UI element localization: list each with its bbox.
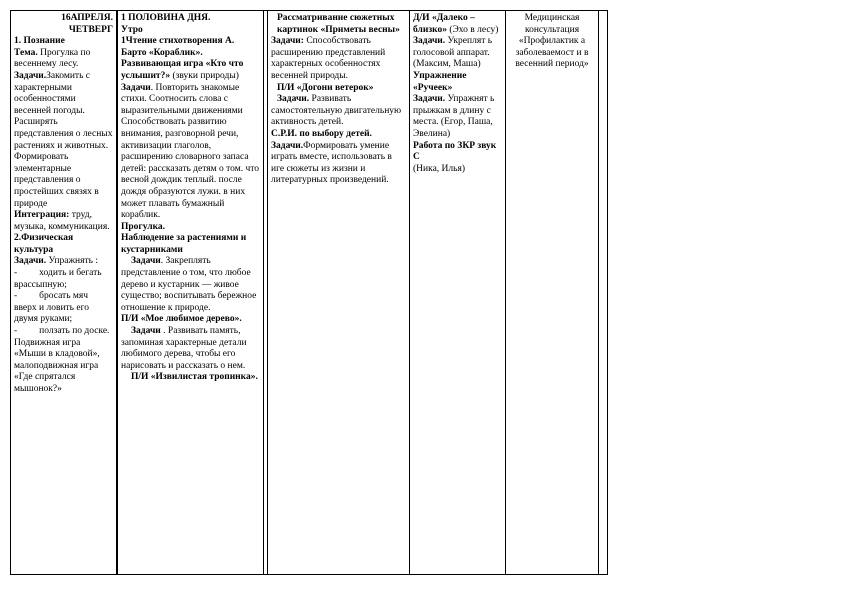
list-item (14, 268, 113, 291)
list-item-text: бросать мяч вверх и ловить его двумя руками; (14, 291, 90, 325)
tasks2-paragraph (271, 94, 406, 129)
date-line-2: ЧЕТВЕРГ (68, 24, 113, 35)
theme-label: Тема. (14, 47, 38, 58)
col-morning-activities (11, 11, 116, 574)
tasks2-label: Задачи. (413, 94, 446, 105)
medical-consultation: Медицинская консультация «Профилактик а заболеваемост и в весенний период» (515, 13, 589, 70)
list-item (14, 326, 113, 338)
tasks-label: Задачи (121, 82, 151, 93)
walk-title: Прогулка. (121, 221, 166, 232)
game-paragraph (121, 59, 260, 82)
tasks3-text: . Развивать память, запоминая характерные детали любимого дерева, чтобы его нарисовать и рассказать о нем. (121, 326, 247, 371)
tasks-label: Задачи. (14, 70, 47, 81)
game-title: Развивающая игра «Кто что услышит?» (121, 59, 244, 81)
tasks3-label: Задачи (131, 326, 161, 337)
didactic-game-paragraph (413, 13, 502, 36)
tasks2-text: Упражнят ь прыжкам в длину с места. (Егор, Паша, Эвелина) (413, 94, 495, 139)
tasks-paragraph (121, 83, 260, 118)
game-paragraph: Подвижная игра «Мыши в кладовой», малоподвижная игра «Где спрятался мышонок?» (14, 337, 100, 394)
tasks3-paragraph (121, 326, 260, 372)
col-joint-activities (268, 11, 409, 574)
integration-label: Интеграция: (14, 210, 70, 221)
tasks2-label: Задачи (131, 256, 161, 267)
tasks-paragraph (271, 36, 406, 82)
outdoor-game-title-2: П/И «Извилистая тропинка». (131, 372, 258, 383)
observation-title: Наблюдение за растениями и кустарниками (121, 233, 247, 255)
half-day-header: 1 ПОЛОВИНА ДНЯ. (121, 13, 211, 23)
tasks-label: Задачи: (271, 36, 304, 47)
game-sub: (звуки природы) (170, 70, 239, 81)
dash: - (14, 291, 18, 302)
tasks-text: Укреплят ь голосовой аппарат. (Максим, Маша) (413, 36, 493, 70)
tasks3-paragraph (271, 141, 406, 187)
pictures-title: Рассматривание сюжетных картинок «Приметы весны» (277, 13, 400, 35)
dash: - (14, 268, 18, 279)
tasks-text: . Повторить знакомые стихи. Соотносить слова с выразительными движениями (121, 82, 243, 116)
tasks-text: Закомить с характерными особенностями весенней погоды. Расширять представления о лесных растениях и животных. Формировать элементарные представления о простейших связях в природе (14, 70, 113, 209)
morning-label: Утро (121, 24, 143, 35)
list-item (14, 291, 113, 326)
date-line-1: 16АПРЕЛЯ. (61, 13, 113, 23)
role-play-title: С.Р.И. по выбору детей. (271, 128, 372, 139)
outdoor-game-title: П/И «Догони ветерок» (277, 82, 374, 93)
theme-text: Прогулка по весеннему лесу. (14, 47, 91, 70)
tasks2-text: Упражнять : (46, 256, 98, 267)
section-title-physical: 2.Физическая культура (14, 233, 74, 255)
tasks2-text: . Закреплять представление о том, что любое дерево и кустарник — живое существо; воспитывать бережное отношение к природе. (121, 256, 257, 313)
tasks-text: Способствовать расширению представлений характерных особенностях весенней природы. (271, 36, 386, 81)
development-paragraph: Способствовать развитию внимания, разговорной речи, активизации глаголов, расширению словарного запаса детей: рассказать детям о том. что весной дождик теплый. после дождя образуются лужи. в них может плавать бумажный кораблик. (121, 117, 260, 221)
tasks2-label: Задачи. (14, 256, 47, 267)
integration-text: труд, музыка, коммуникация. (14, 210, 110, 232)
didactic-game-sub: (Эхо в лесу) (446, 24, 499, 35)
speech-work-title: Работа по ЗКР звук С (413, 140, 497, 163)
reading-title: 1Чтение стихотворения А. Барто «Кораблик». (121, 36, 235, 58)
tasks2-label: Задачи. (277, 94, 310, 105)
col-individual-work (410, 11, 505, 574)
list-item-text: ползать по доске. (39, 326, 110, 337)
tasks2-text: Развивать самостоятельную двигательную активность детей. (271, 94, 402, 128)
dash: - (14, 326, 18, 337)
tasks-paragraph (413, 36, 502, 71)
theme-paragraph (14, 48, 113, 71)
column-divider (598, 11, 599, 574)
col-parents-work (506, 11, 598, 574)
tasks3-label: Задачи. (271, 140, 304, 151)
speech-work-names: (Ника, Илья) (413, 163, 466, 174)
col-first-half-day (118, 11, 263, 574)
tasks3-text: Формировать умение играть вместе, использовать в иге сюжеты из жизни и литературных произведений. (271, 140, 392, 186)
tasks2-paragraph (14, 256, 113, 268)
column-divider (263, 11, 264, 574)
outdoor-game-title-1: П/И «Мое любимое дерево». (121, 314, 242, 325)
plan-table (10, 10, 608, 575)
tasks-label: Задачи. (413, 36, 446, 47)
tasks-paragraph (14, 71, 113, 210)
exercise-title: Упражнение «Ручеек» (413, 70, 467, 93)
tasks2-paragraph (413, 94, 502, 140)
integration-paragraph (14, 210, 113, 233)
list-item-text: ходить и бегать врассыпную; (14, 268, 102, 290)
tasks2-paragraph (121, 256, 260, 314)
section-title-cognition: 1. Познание (14, 36, 65, 47)
didactic-game-title: Д/И «Далеко – близко» (413, 13, 475, 35)
